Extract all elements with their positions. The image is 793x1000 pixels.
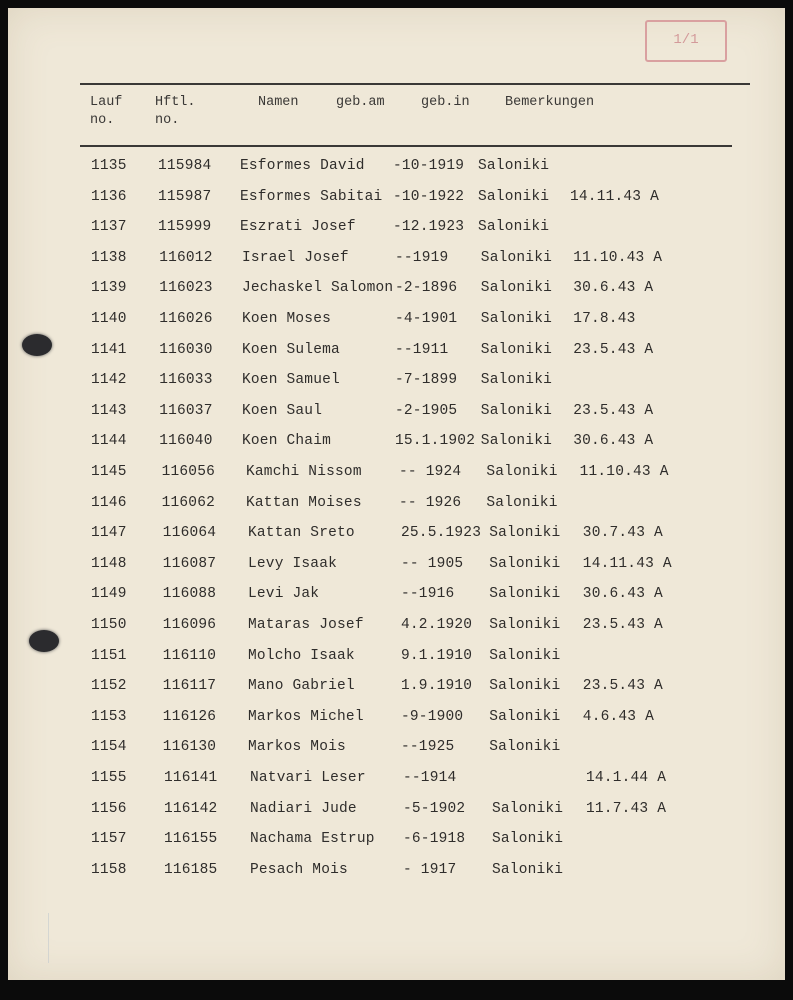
lauf-number: 1154 (91, 739, 127, 756)
lauf-number: 1141 (91, 341, 127, 358)
punch-hole (22, 334, 52, 356)
remark: 30.6.43 A (582, 586, 663, 603)
birth-date: -12.1923 (393, 219, 465, 236)
lauf-number: 1142 (91, 372, 127, 389)
prisoner-number: 116126 (162, 708, 217, 725)
birth-date: --1925 (401, 739, 455, 756)
prisoner-number: 116033 (159, 372, 213, 389)
birth-place: Saloniki (489, 525, 561, 542)
birth-date: -6-1918 (403, 831, 466, 848)
table-row (8, 464, 785, 494)
person-name: Mano Gabriel (248, 678, 355, 695)
remark: 11.10.43 A (573, 249, 663, 266)
birth-place: Saloniki (489, 678, 561, 695)
person-name: Mataras Josef (248, 617, 364, 633)
table-row (8, 403, 785, 433)
person-name: Molcho Isaak (248, 647, 355, 664)
remark: 17.8.43 (573, 311, 636, 327)
birth-place: Saloniki (492, 831, 564, 848)
birth-place: Saloniki (489, 647, 561, 664)
person-name: Nachama Estrup (250, 831, 375, 848)
birth-place: Saloniki (478, 188, 550, 205)
table-row (8, 801, 785, 831)
person-name: Esformes David (240, 158, 365, 174)
birth-place: Saloniki (480, 280, 553, 297)
birth-date: -9-1900 (401, 708, 464, 725)
lauf-number: 1155 (91, 770, 127, 786)
lauf-number: 1138 (91, 249, 127, 266)
faded-ink-smudge (48, 913, 169, 963)
birth-date: -2-1905 (395, 402, 458, 419)
lauf-number: 1151 (91, 647, 127, 664)
remark: 23.5.43 A (582, 617, 663, 633)
person-name: Markos Mois (248, 739, 346, 756)
birth-date: -7-1899 (395, 372, 458, 389)
archive-stamp: 1/1 (645, 20, 727, 62)
prisoner-number: 116056 (161, 464, 216, 480)
remark: 11.10.43 A (579, 464, 669, 480)
remark: 14.1.44 A (586, 770, 667, 786)
birth-date: 9.1.1910 (401, 647, 473, 664)
header-geb-am: geb.am (336, 95, 385, 110)
table-row (8, 189, 785, 219)
prisoner-number: 116130 (162, 739, 217, 756)
table-row (8, 311, 785, 341)
birth-place: Saloniki (480, 341, 553, 358)
lauf-number: 1148 (91, 555, 127, 572)
prisoner-number: 116062 (161, 494, 216, 511)
table-row (8, 617, 785, 647)
table-row (8, 709, 785, 739)
person-name: Koen Sulema (242, 341, 340, 358)
prisoner-number: 116037 (159, 402, 213, 419)
document-page (8, 8, 785, 980)
remark: 4.6.43 A (582, 708, 655, 725)
birth-place: Saloniki (478, 219, 550, 236)
birth-date: -2-1896 (395, 280, 458, 297)
header-bemerkungen: Bemerkungen (505, 95, 595, 110)
prisoner-number: 116142 (164, 800, 218, 817)
person-name: Israel Josef (242, 249, 349, 266)
prisoner-number: 116023 (159, 280, 213, 297)
remark: 30.6.43 A (573, 280, 654, 297)
prisoner-number: 116096 (162, 617, 217, 633)
table-row (8, 219, 785, 249)
prisoner-number: 115987 (158, 188, 212, 205)
lauf-number: 1146 (91, 494, 127, 511)
prisoner-number: 116117 (162, 678, 217, 695)
birth-date: 4.2.1920 (401, 617, 473, 633)
prisoner-number: 116064 (162, 525, 217, 542)
header-rule (80, 145, 732, 147)
prisoner-number: 116088 (162, 586, 217, 603)
person-name: Levi Jak (248, 586, 320, 603)
birth-date: --1911 (395, 341, 449, 358)
birth-date: 15.1.1902 (395, 433, 476, 450)
birth-date: --1914 (403, 770, 457, 786)
person-name: Koen Samuel (242, 372, 340, 389)
prisoner-number: 115999 (158, 219, 212, 236)
punch-hole (29, 630, 59, 652)
table-row (8, 372, 785, 402)
birth-date: 25.5.1923 (401, 525, 482, 542)
lauf-number: 1149 (91, 586, 127, 603)
table-row (8, 250, 785, 280)
birth-place: Saloniki (480, 372, 553, 389)
birth-place: Saloniki (489, 739, 561, 756)
birth-place: Saloniki (480, 311, 553, 327)
birth-place: Saloniki (492, 800, 564, 817)
lauf-number: 1136 (91, 188, 127, 205)
birth-place: Saloniki (489, 708, 561, 725)
prisoner-number: 116030 (159, 341, 213, 358)
table-row (8, 831, 785, 861)
birth-date: 1.9.1910 (401, 678, 473, 695)
person-name: Esformes Sabitai (240, 188, 383, 205)
lauf-number: 1140 (91, 311, 127, 327)
person-name: Markos Michel (248, 708, 364, 725)
person-name: Koen Moses (242, 311, 332, 327)
lauf-number: 1152 (91, 678, 127, 695)
lauf-number: 1139 (91, 280, 127, 297)
lauf-number: 1158 (91, 861, 127, 878)
lauf-number: 1145 (91, 464, 127, 480)
top-rule (80, 83, 750, 85)
birth-date: -5-1902 (403, 800, 466, 817)
birth-place: Saloniki (478, 158, 550, 174)
prisoner-number: 116026 (159, 311, 213, 327)
birth-date: -10-1922 (393, 188, 465, 205)
birth-place: Saloniki (489, 586, 561, 603)
lauf-number: 1147 (91, 525, 127, 542)
person-name: Kattan Sreto (248, 525, 355, 542)
birth-place: Saloniki (480, 249, 553, 266)
person-name: Pesach Mois (250, 861, 348, 878)
birth-date: -10-1919 (393, 158, 465, 174)
lauf-number: 1153 (91, 708, 127, 725)
remark: 11.7.43 A (586, 800, 667, 817)
lauf-number: 1135 (91, 158, 127, 174)
prisoner-number: 116087 (162, 555, 217, 572)
person-name: Koen Chaim (242, 433, 332, 450)
birth-place: Saloniki (489, 555, 561, 572)
person-name: Nadiari Jude (250, 800, 357, 817)
table-row (8, 342, 785, 372)
lauf-number: 1157 (91, 831, 127, 848)
table-row (8, 862, 785, 892)
table-row (8, 556, 785, 586)
table-row (8, 770, 785, 800)
remark: 14.11.43 A (582, 555, 672, 572)
table-row (8, 495, 785, 525)
table-row (8, 525, 785, 555)
birth-place: Saloniki (486, 494, 558, 511)
prisoner-number: 116185 (164, 861, 218, 878)
table-row (8, 586, 785, 616)
person-name: Kamchi Nissom (246, 464, 362, 480)
birth-place: Saloniki (489, 617, 561, 633)
remark: 14.11.43 A (570, 188, 660, 205)
table-row (8, 678, 785, 708)
birth-date: -4-1901 (395, 311, 458, 327)
birth-place: Saloniki (492, 861, 564, 878)
birth-date: -- 1905 (401, 555, 464, 572)
person-name: Levy Isaak (248, 555, 338, 572)
remark: 23.5.43 A (582, 678, 663, 695)
prisoner-number: 116012 (159, 249, 213, 266)
header-namen: Namen (258, 95, 299, 110)
prisoner-number: 116040 (159, 433, 213, 450)
remark: 30.6.43 A (573, 433, 654, 450)
prisoner-number: 116155 (164, 831, 218, 848)
birth-date: -- 1924 (399, 464, 462, 480)
birth-place: Saloniki (480, 433, 553, 450)
table-row (8, 158, 785, 188)
person-name: Natvari Leser (250, 770, 366, 786)
lauf-number: 1150 (91, 617, 127, 633)
person-name: Jechaskel Salomon (242, 280, 394, 297)
prisoner-number: 116110 (162, 647, 217, 664)
table-row (8, 648, 785, 678)
header-lauf: Lauf no. (90, 95, 123, 128)
lauf-number: 1144 (91, 433, 127, 450)
table-row (8, 433, 785, 463)
header-geb-in: geb.in (421, 95, 470, 110)
header-haeftl: Hftl. no. (155, 95, 196, 128)
prisoner-number: 116141 (164, 770, 218, 786)
table-row (8, 280, 785, 310)
lauf-number: 1156 (91, 800, 127, 817)
birth-place: Saloniki (480, 402, 553, 419)
person-name: Kattan Moises (246, 494, 362, 511)
remark: 23.5.43 A (573, 402, 654, 419)
person-name: Eszrati Josef (240, 219, 356, 236)
birth-date: --1919 (395, 249, 449, 266)
birth-date: -- 1926 (399, 494, 462, 511)
remark: 30.7.43 A (582, 525, 663, 542)
person-name: Koen Saul (242, 402, 323, 419)
remark: 23.5.43 A (573, 341, 654, 358)
lauf-number: 1143 (91, 402, 127, 419)
birth-date: --1916 (401, 586, 455, 603)
birth-date: - 1917 (403, 861, 457, 878)
prisoner-number: 115984 (158, 158, 212, 174)
lauf-number: 1137 (91, 219, 127, 236)
table-row (8, 739, 785, 769)
birth-place: Saloniki (486, 464, 558, 480)
